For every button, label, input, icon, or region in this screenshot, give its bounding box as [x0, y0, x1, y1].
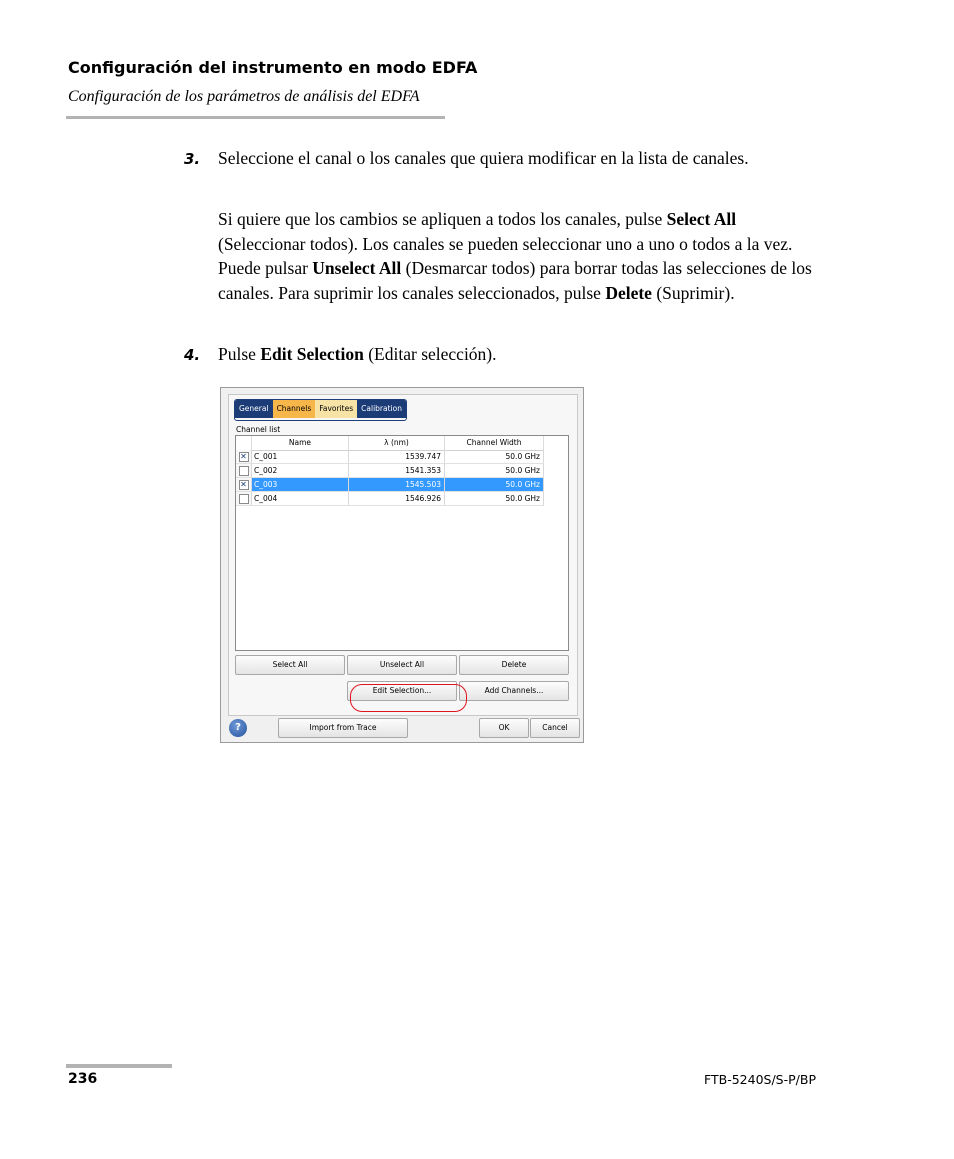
bold-term: Unselect All [312, 258, 402, 279]
checked-checkbox[interactable]: ✕ [240, 451, 247, 461]
tab-general[interactable]: General [235, 400, 273, 418]
header-title: Configuración del instrumento en modo EDFA [68, 58, 478, 77]
text-run: (Suprimir). [651, 282, 735, 303]
column-header-wavelength[interactable]: λ (nm) [349, 436, 445, 450]
channels-dialog [220, 387, 584, 743]
cancel-button[interactable]: Cancel [530, 718, 580, 738]
column-header-name[interactable]: Name [252, 436, 349, 450]
bold-term: Select All [666, 209, 737, 229]
highlight-circle [350, 684, 467, 712]
text-run: (Seleccionar todos). Los canales se pueden seleccionar uno a uno o todos a la vez. Puede pulsar [218, 233, 793, 279]
tab-bar [234, 399, 407, 421]
bold-term: Edit Selection [260, 344, 364, 364]
text-run: (Desmarcar todos) para borrar todas las selecciones de los canales. Para suprimir los canales seleccionados, pulse [218, 258, 812, 303]
channel-name-cell: C_001 [252, 450, 349, 463]
row-checkbox-cell [236, 492, 252, 505]
channel-list-label: Channel list [236, 425, 281, 434]
channel-width-cell: 50.0 GHz [445, 478, 544, 491]
product-model: FTB-5240S/S-P/BP [704, 1072, 816, 1087]
dialog-panel [228, 394, 578, 716]
tab-channels[interactable]: Channels [273, 400, 316, 418]
table-row[interactable] [236, 492, 544, 506]
table-row[interactable] [236, 464, 544, 478]
select-all-button[interactable]: Select All [235, 655, 345, 675]
step-number: 3. [184, 150, 201, 168]
column-header-check [236, 436, 252, 450]
delete-button[interactable]: Delete [459, 655, 569, 675]
text-run: (Editar selección). [363, 344, 497, 364]
channel-list[interactable] [235, 435, 569, 651]
channel-name-cell: C_002 [252, 464, 349, 477]
bold-term: Delete [605, 282, 652, 303]
header-subtitle: Configuración de los parámetros de análisis del EDFA [68, 88, 420, 105]
table-header [236, 436, 544, 451]
wavelength-cell: 1546.926 [349, 492, 445, 505]
row-checkbox-cell [236, 464, 252, 477]
step-number: 4. [184, 346, 201, 364]
unselect-all-button[interactable]: Unselect All [347, 655, 457, 675]
page-number: 236 [68, 1071, 98, 1087]
row-checkbox-cell [236, 478, 252, 491]
edit-selection-button[interactable]: Edit Selection... [347, 681, 457, 701]
ok-button[interactable]: OK [479, 718, 529, 738]
checked-checkbox[interactable]: ✕ [240, 479, 247, 489]
import-from-trace-button[interactable]: Import from Trace [278, 718, 408, 738]
tab-favorites[interactable]: Favorites [315, 400, 357, 418]
step-paragraph [218, 207, 818, 305]
wavelength-cell: 1539.747 [349, 450, 445, 463]
unchecked-checkbox[interactable] [239, 466, 249, 476]
footer-rule [66, 1064, 172, 1068]
table-row[interactable] [236, 450, 544, 464]
step-text: Seleccione el canal o los canales que quiera modificar en la lista de canales. [218, 148, 749, 168]
header-rule [66, 116, 445, 119]
column-header-channel-width[interactable]: Channel Width [445, 436, 544, 450]
wavelength-cell: 1541.353 [349, 464, 445, 477]
help-icon[interactable]: ? [229, 719, 247, 737]
text-run: Pulse [218, 344, 261, 364]
text-run: Si quiere que los cambios se apliquen a todos los canales, pulse [218, 209, 667, 229]
unchecked-checkbox[interactable] [239, 494, 249, 504]
step-text [218, 342, 818, 367]
row-checkbox-cell [236, 450, 252, 463]
channel-name-cell: C_003 [252, 478, 349, 491]
channel-width-cell: 50.0 GHz [445, 450, 544, 463]
wavelength-cell: 1545.503 [349, 478, 445, 491]
table-row[interactable] [236, 478, 544, 492]
add-channels-button[interactable]: Add Channels... [459, 681, 569, 701]
channel-width-cell: 50.0 GHz [445, 464, 544, 477]
channel-width-cell: 50.0 GHz [445, 492, 544, 505]
channel-name-cell: C_004 [252, 492, 349, 505]
tab-calibration[interactable]: Calibration [357, 400, 406, 418]
